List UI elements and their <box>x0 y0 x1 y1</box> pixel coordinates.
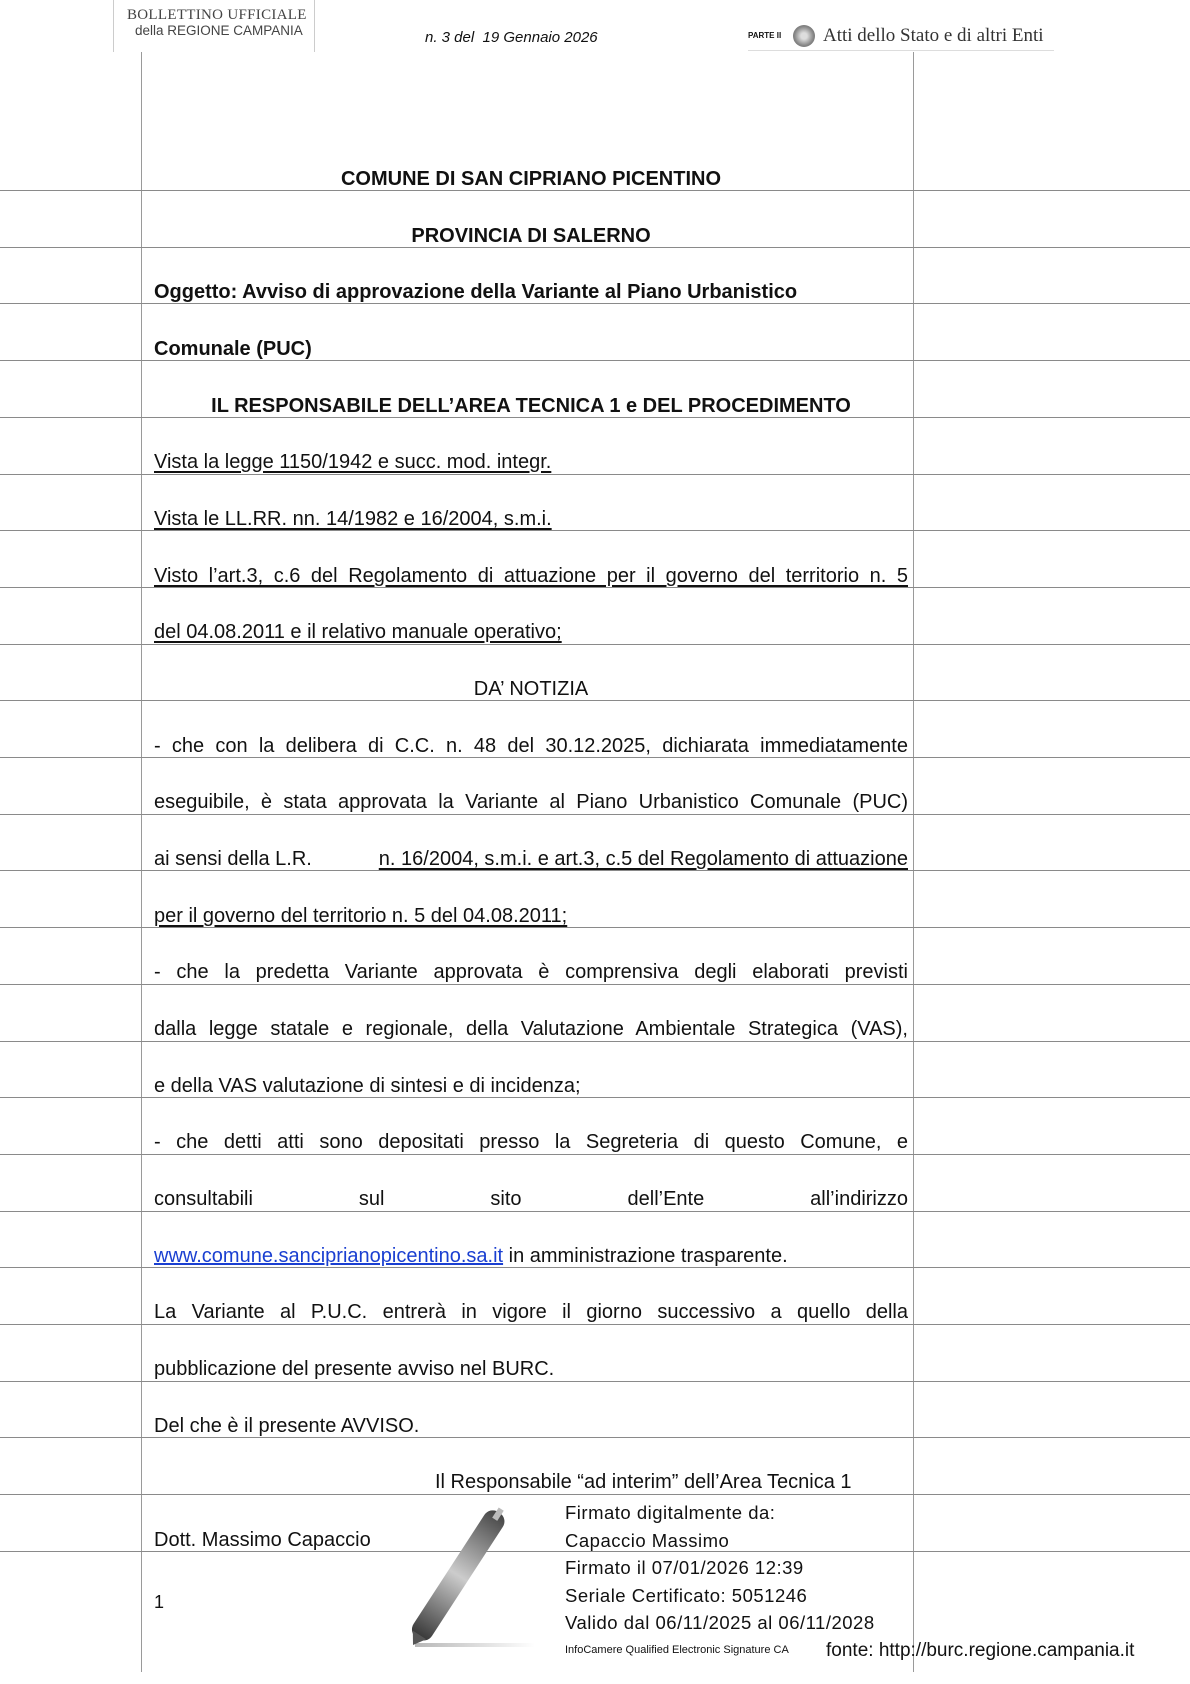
paragraph-3a: - che detti atti sono depositati presso la Segreteria di questo Comune, e <box>154 1131 908 1153</box>
page-number: 1 <box>154 1592 165 1612</box>
republic-emblem-icon <box>793 25 815 47</box>
source-footer: fonte: http://burc.regione.campania.it <box>826 1640 1135 1661</box>
signature-validity: Valido dal 06/11/2025 al 06/11/2028 <box>565 1612 875 1633</box>
role-heading: IL RESPONSABILE DELL’AREA TECNICA 1 e DEL PROCEDIMENTO <box>211 395 851 417</box>
closing-statement: Del che è il presente AVVISO. <box>154 1415 420 1437</box>
entity-title: COMUNE DI SAN CIPRIANO PICENTINO <box>340 168 722 190</box>
paragraph-2a: - che la predetta Variante approvata è comprensiva degli elaborati previsti <box>154 961 908 983</box>
part-label: PARTE II <box>748 31 782 40</box>
notice-heading: DA’ NOTIZIA <box>473 678 589 700</box>
paragraph-1b: eseguibile, è stata approvata la Variante al Piano Urbanistico Comunale (PUC) <box>154 791 908 813</box>
visto-3b: del 04.08.2011 e il relativo manuale operativo; <box>154 621 562 643</box>
signer-name: Dott. Massimo Capaccio <box>154 1529 371 1551</box>
signer-role: Il Responsabile “ad interim” dell’Area Tecnica 1 <box>435 1471 852 1493</box>
issue-number: n. 3 del 19 Gennaio 2026 <box>425 29 598 46</box>
province-title: PROVINCIA DI SALERNO <box>411 225 651 247</box>
paragraph-1a: - che con la delibera di C.C. n. 48 del 30.12.2025, dichiarata immediatamente <box>154 735 908 757</box>
paragraph-3b: consultabili sul sito dell’Ente all’indirizzo <box>154 1188 908 1210</box>
paragraph-2b: dalla legge statale e regionale, della Valutazione Ambientale Strategica (VAS), <box>154 1018 908 1040</box>
bulletin-title: BOLLETTINO UFFICIALE <box>127 7 307 23</box>
left-margin-line <box>141 52 142 1672</box>
subject-line-2: Comunale (PUC) <box>154 338 312 360</box>
paragraph-3c: in amministrazione trasparente. <box>503 1245 788 1267</box>
subject-line-1: Oggetto: Avviso di approvazione della Variante al Piano Urbanistico <box>154 281 798 303</box>
paragraph-1c: ai sensi della L.R. <box>154 848 318 870</box>
signature-date: Firmato il 07/01/2026 12:39 <box>565 1557 804 1578</box>
vista-2: Vista le LL.RR. nn. 14/1982 e 16/2004, s.m.i. <box>154 508 552 530</box>
paragraph-4a: La Variante al P.U.C. entrerà in vigore il giorno successivo a quello della <box>154 1301 908 1323</box>
bulletin-logo-box <box>113 0 315 52</box>
paragraph-1c-underlined: n. 16/2004, s.m.i. e art.3, c.5 del Regolamento di attuazione <box>378 848 908 870</box>
signature-serial: Seriale Certificato: 5051246 <box>565 1585 808 1606</box>
right-margin-line <box>913 52 914 1672</box>
section-title: Atti dello Stato e di altri Enti <box>823 25 1044 46</box>
municipality-website-link[interactable]: www.comune.sanciprianopicentino.sa.it <box>154 1245 504 1267</box>
header-divider <box>748 50 1054 51</box>
paragraph-1d: per il governo del territorio n. 5 del 04.08.2011; <box>154 905 568 927</box>
signature-ca: InfoCamere Qualified Electronic Signature CA <box>565 1644 789 1656</box>
bulletin-region: della REGIONE CAMPANIA <box>135 23 303 38</box>
paragraph-4b: pubblicazione del presente avviso nel BURC. <box>154 1358 555 1380</box>
paragraph-2c: e della VAS valutazione di sintesi e di incidenza; <box>154 1075 581 1097</box>
signature-heading: Firmato digitalmente da: <box>565 1502 776 1523</box>
vista-1: Vista la legge 1150/1942 e succ. mod. integr. <box>154 451 552 473</box>
signature-name: Capaccio Massimo <box>565 1530 730 1551</box>
visto-3a: Visto l’art.3, c.6 del Regolamento di attuazione per il governo del territorio n. 5 <box>154 565 908 587</box>
pen-icon <box>405 1505 565 1655</box>
